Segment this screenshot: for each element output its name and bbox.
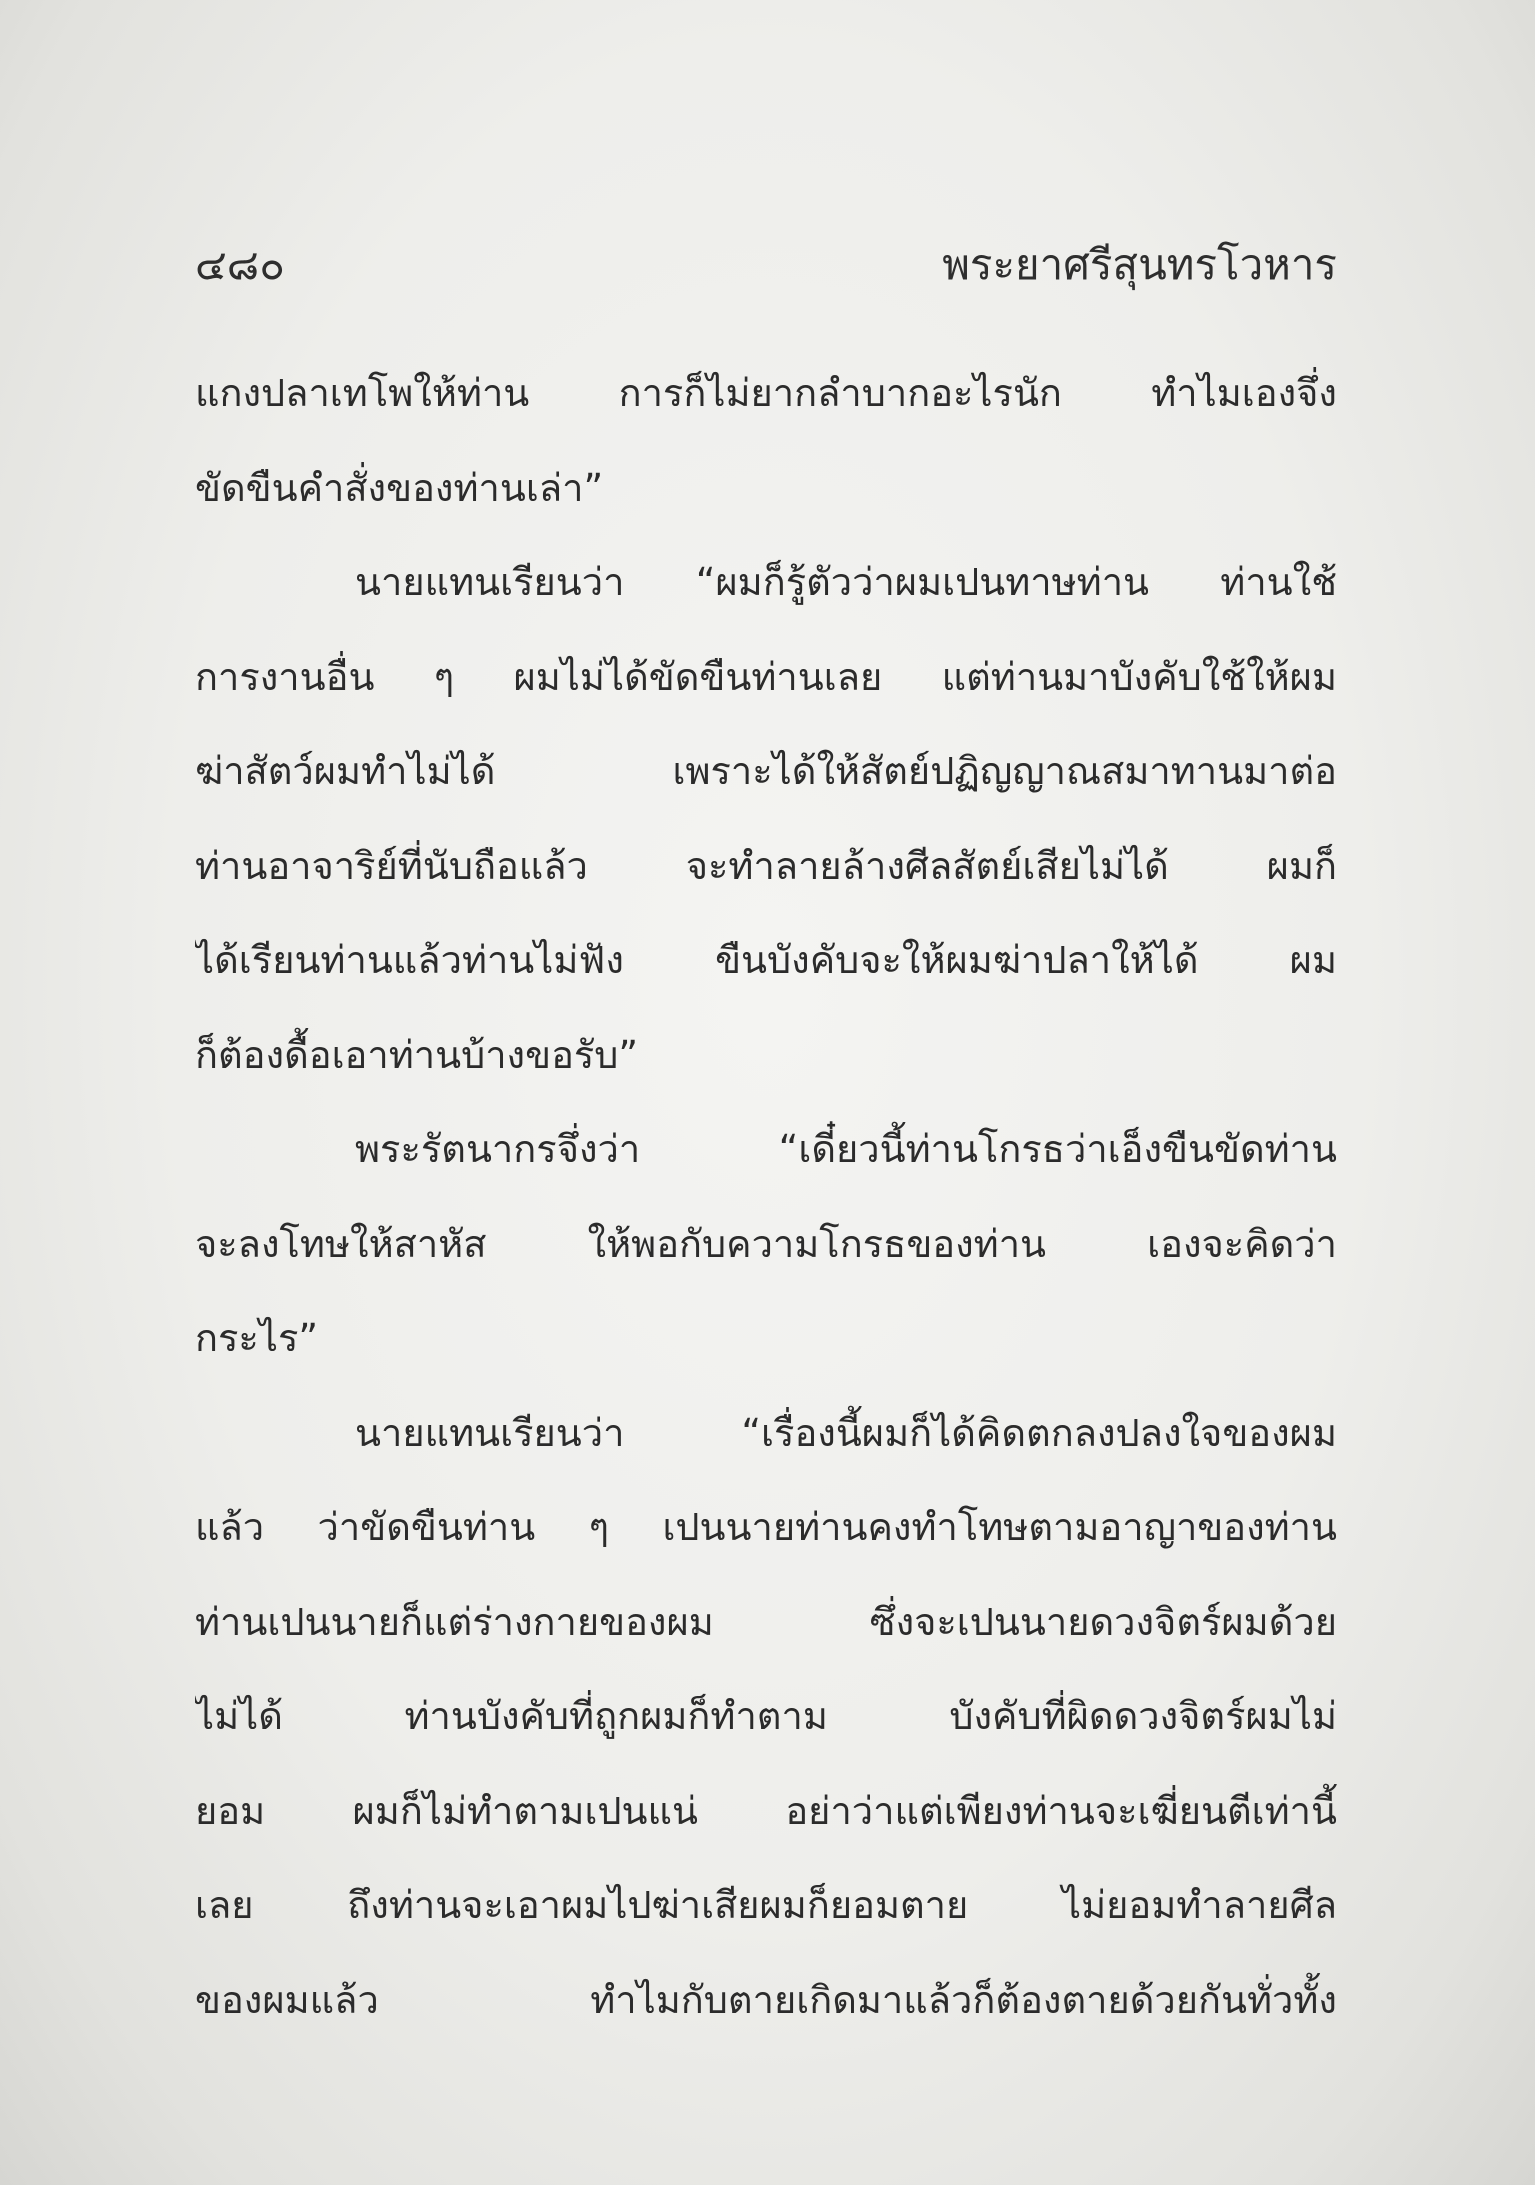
text-line: ท่านอาจาริย์ที่นับถือแล้ว จะทำลายล้างศีลสัตย์เสียไม่ได้ ผมก็ bbox=[195, 843, 1337, 888]
text-line: การงานอื่น ๆ ผมไม่ได้ขัดขืนท่านเลย แต่ท่านมาบังคับใช้ให้ผม bbox=[195, 654, 1337, 699]
page-header bbox=[195, 232, 1337, 298]
text-line: ฆ่าสัตว์ผมทำไม่ได้ เพราะได้ให้สัตย์ปฏิญญาณสมาทานมาต่อ bbox=[195, 749, 1337, 793]
text-line: แล้ว ว่าขัดขืนท่าน ๆ เปนนายท่านคงทำโทษตามอาญาของท่าน bbox=[195, 1505, 1337, 1549]
text-line: ขัดขืนคำสั่งของท่านเล่า” bbox=[195, 465, 604, 510]
running-title: พระยาศรีสุนทรโวหาร bbox=[942, 240, 1337, 289]
text-line: จะลงโทษให้สาหัส ให้พอกับความโกรธของท่าน เองจะคิดว่า bbox=[195, 1221, 1337, 1266]
paragraph-start-line: พระรัตนากรจึ่งว่า “เดี๋ยวนี้ท่านโกรธว่าเอ็งขืนขัดท่าน bbox=[355, 1127, 1337, 1171]
text-line: ของผมแล้ว ทำไมกับตายเกิดมาแล้วก็ต้องตายด้วยกันทั่วทั้ง bbox=[195, 1977, 1337, 2022]
text-line: กระไร” bbox=[195, 1316, 319, 1360]
text-line: ก็ต้องดื้อเอาท่านบ้างขอรับ” bbox=[195, 1032, 639, 1077]
text-line: ไม่ได้ ท่านบังคับที่ถูกผมก็ทำตาม บังคับที่ผิดดวงจิตร์ผมไม่ bbox=[195, 1694, 1337, 1738]
text-line: แกงปลาเทโพให้ท่าน การก็ไม่ยากลำบากอะไรนัก ทำไมเองจึ่ง bbox=[195, 371, 1337, 415]
paragraph-start-line: นายแทนเรียนว่า “เรื่องนี้ผมก็ได้คิดตกลงปลงใจของผม bbox=[355, 1410, 1337, 1455]
text-line: ท่านเปนนายก็แต่ร่างกายของผม ซึ่งจะเปนนายดวงจิตร์ผมด้วย bbox=[195, 1599, 1337, 1644]
paragraph-start-line: นายแทนเรียนว่า “ผมก็รู้ตัวว่าผมเปนทาษท่าน ท่านใช้ bbox=[355, 560, 1337, 604]
page-number: ๔๘๐ bbox=[195, 240, 285, 289]
text-line: ยอม ผมก็ไม่ทำตามเปนแน่ อย่าว่าแต่เพียงท่านจะเฆี่ยนตีเท่านี้ bbox=[195, 1788, 1337, 1833]
text-line: เลย ถึงท่านจะเอาผมไปฆ่าเสียผมก็ยอมตาย ไม่ยอมทำลายศีล bbox=[195, 1883, 1337, 1927]
page-body-text bbox=[195, 346, 1337, 2047]
text-line: ได้เรียนท่านแล้วท่านไม่ฟัง ขืนบังคับจะให้ผมฆ่าปลาให้ได้ ผม bbox=[195, 938, 1337, 982]
